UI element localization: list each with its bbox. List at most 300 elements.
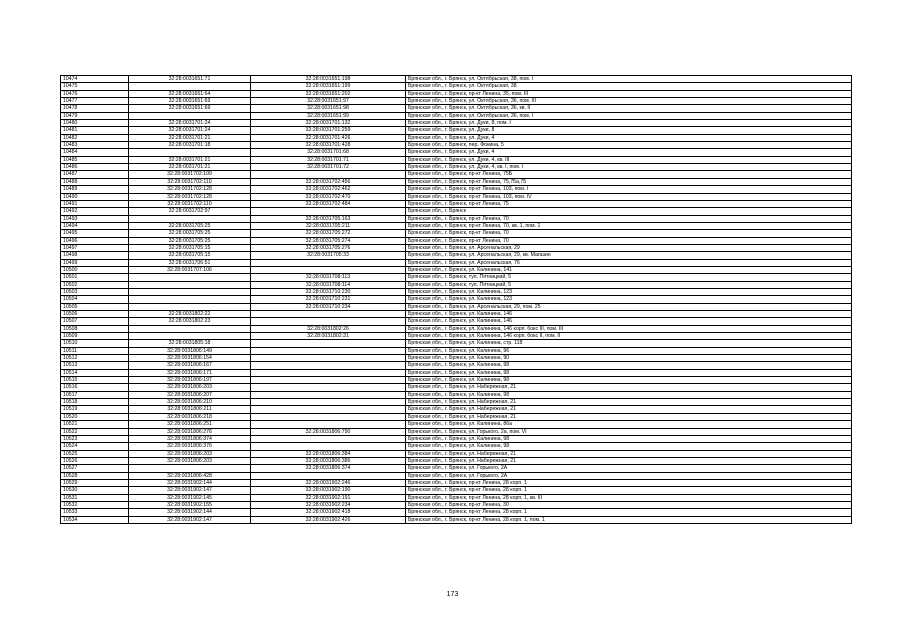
address-cell: Брянская обл., г. Брянск, ул. Арсенальская, 29 <box>406 244 852 251</box>
table-row <box>61 465 852 472</box>
object-number-cell: 32:28:0031902:246 <box>251 479 406 486</box>
address-cell: Брянская обл., г. Брянск, ул. Октябрьская, 36, пом. III <box>406 98 852 105</box>
parcel-number-cell: 32:28:0031902:147 <box>129 487 251 494</box>
table-row <box>61 281 852 288</box>
row-number-cell: 10511 <box>61 347 129 354</box>
parcel-number-cell: 32:28:0031806:167 <box>129 362 251 369</box>
object-number-cell <box>251 318 406 325</box>
object-number-cell <box>251 384 406 391</box>
address-cell: Брянская обл., г. Брянск, ул. Набережная, 21 <box>406 457 852 464</box>
table-row <box>61 406 852 413</box>
row-number-cell: 10513 <box>61 362 129 369</box>
row-number-cell: 10482 <box>61 134 129 141</box>
address-cell: Брянская обл., г. Брянск, пр-кт Ленина, 35, пом. III <box>406 90 852 97</box>
parcel-number-cell <box>129 281 251 288</box>
table-row <box>61 347 852 354</box>
parcel-number-cell: 32:28:0031806:171 <box>129 369 251 376</box>
row-number-cell: 10505 <box>61 303 129 310</box>
address-cell: Брянская обл., г. Брянск, ул. Дуки, 8, пом. I <box>406 120 852 127</box>
object-number-cell <box>251 399 406 406</box>
parcel-number-cell: 32:28:0031707:106 <box>129 266 251 273</box>
object-number-cell <box>251 406 406 413</box>
address-cell: Брянская обл., г. Брянск, ул. Калинина, 146 корп. бокс II, пом. II <box>406 333 852 340</box>
table-row <box>61 311 852 318</box>
address-cell: Брянская обл., г. Брянск, пр-кт Ленина, 28 корп. 1 <box>406 479 852 486</box>
table-row <box>61 105 852 112</box>
address-cell: Брянская обл., г. Брянск, ул. Калинина, 146 <box>406 311 852 318</box>
row-number-cell: 10514 <box>61 369 129 376</box>
object-number-cell: 32:28:0031806:790 <box>251 428 406 435</box>
row-number-cell: 10477 <box>61 98 129 105</box>
table-row <box>61 156 852 163</box>
address-cell: Брянская обл., г. Брянск, ул. Дуки, 4 <box>406 134 852 141</box>
table-row <box>61 479 852 486</box>
table-row <box>61 501 852 508</box>
object-number-cell <box>251 259 406 266</box>
parcel-number-cell <box>129 149 251 156</box>
row-number-cell: 10510 <box>61 340 129 347</box>
registry-table-body <box>61 76 852 524</box>
object-number-cell: 32:28:0031710:230 <box>251 288 406 295</box>
address-cell: Брянская обл., г. Брянск, ул. Калинина, 86а <box>406 421 852 428</box>
object-number-cell: 32:28:0031701:132 <box>251 120 406 127</box>
parcel-number-cell: 32:28:0031705:25 <box>129 230 251 237</box>
row-number-cell: 10512 <box>61 355 129 362</box>
address-cell: Брянская обл., г. Брянск, ул. Калинина, 98 <box>406 391 852 398</box>
row-number-cell: 10489 <box>61 186 129 193</box>
object-number-cell: 32:28:0031651:199 <box>251 83 406 90</box>
table-row <box>61 164 852 171</box>
table-row <box>61 333 852 340</box>
parcel-number-cell: 32:28:0031806:197 <box>129 377 251 384</box>
parcel-number-cell: 32:28:0031806:203 <box>129 450 251 457</box>
row-number-cell: 10484 <box>61 149 129 156</box>
row-number-cell: 10483 <box>61 142 129 149</box>
parcel-number-cell <box>129 274 251 281</box>
object-number-cell: 32:28:0031651:198 <box>251 76 406 83</box>
object-number-cell: 32:28:0031701:426 <box>251 134 406 141</box>
parcel-number-cell: 32:28:0031802:22 <box>129 311 251 318</box>
object-number-cell: 32:28:0031802:31 <box>251 333 406 340</box>
table-row <box>61 516 852 523</box>
object-number-cell <box>251 377 406 384</box>
row-number-cell: 10481 <box>61 127 129 134</box>
address-cell: Брянская обл., г. Брянск, ул. Дуки, 4, кв. I, пом. I <box>406 164 852 171</box>
object-number-cell <box>251 208 406 215</box>
object-number-cell: 32:28:0031702:456 <box>251 178 406 185</box>
address-cell: Брянская обл., г. Брянск, пр-кт Ленина, 75 <box>406 200 852 207</box>
table-row <box>61 112 852 119</box>
table-row <box>61 98 852 105</box>
table-row <box>61 200 852 207</box>
row-number-cell: 10533 <box>61 509 129 516</box>
address-cell: Брянская обл., г. Брянск, ул. Калинина, стр. 118 <box>406 340 852 347</box>
address-cell: Брянская обл., г. Брянск, пр-кт Ленина, 103, пом. IV <box>406 193 852 200</box>
address-cell: Брянская обл., г. Брянск, ул. Горького, 2А <box>406 465 852 472</box>
address-cell: Брянская обл., г. Брянск, ул. Арсенальская, 29, пом. 25 <box>406 303 852 310</box>
row-number-cell: 10508 <box>61 325 129 332</box>
parcel-number-cell: 32:28:0031706:51 <box>129 259 251 266</box>
parcel-number-cell: 32:28:0031702:97 <box>129 208 251 215</box>
address-cell: Брянская обл., г. Брянск, ул. Арсенальская, 29, кв. Магазин <box>406 252 852 259</box>
row-number-cell: 10515 <box>61 377 129 384</box>
parcel-number-cell: 32:28:0031806:207 <box>129 391 251 398</box>
parcel-number-cell <box>129 83 251 90</box>
row-number-cell: 10517 <box>61 391 129 398</box>
table-row <box>61 193 852 200</box>
object-number-cell: 32:28:0031701:259 <box>251 127 406 134</box>
row-number-cell: 10474 <box>61 76 129 83</box>
parcel-number-cell: 32:28:0031701:24 <box>129 120 251 127</box>
address-cell: Брянская обл., г. Брянск, ул. Дуки, 4, кв. III <box>406 156 852 163</box>
object-number-cell: 32:28:0031702:470 <box>251 193 406 200</box>
row-number-cell: 10534 <box>61 516 129 523</box>
row-number-cell: 10509 <box>61 333 129 340</box>
table-row <box>61 413 852 420</box>
table-row <box>61 142 852 149</box>
parcel-number-cell: 32:28:0031701:21 <box>129 156 251 163</box>
object-number-cell: 32:28:0031705:276 <box>251 244 406 251</box>
parcel-number-cell: 32:28:0031705:25 <box>129 237 251 244</box>
object-number-cell: 32:28:0031710:234 <box>251 303 406 310</box>
table-row <box>61 149 852 156</box>
object-number-cell: 32:28:0031902:191 <box>251 494 406 501</box>
parcel-number-cell: 32:28:0031806:374 <box>129 435 251 442</box>
parcel-number-cell: 32:28:0031806:428 <box>129 472 251 479</box>
table-row <box>61 318 852 325</box>
row-number-cell: 10478 <box>61 105 129 112</box>
row-number-cell: 10519 <box>61 406 129 413</box>
object-number-cell <box>251 369 406 376</box>
table-row <box>61 377 852 384</box>
address-cell: Брянская обл., г. Брянск, пр-кт Ленина, 28 корп. 1 <box>406 487 852 494</box>
row-number-cell: 10479 <box>61 112 129 119</box>
address-cell: Брянская обл., г. Брянск, пр-кт Ленина, 70 <box>406 230 852 237</box>
parcel-number-cell <box>129 333 251 340</box>
table-row <box>61 230 852 237</box>
address-cell: Брянская обл., г. Брянск, ул. Дуки, 4 <box>406 149 852 156</box>
address-cell: Брянская обл., г. Брянск, ул. Октябрьская, 36, пом. I <box>406 112 852 119</box>
row-number-cell: 10527 <box>61 465 129 472</box>
row-number-cell: 10521 <box>61 421 129 428</box>
address-cell: Брянская обл., г. Брянск, ул. Дуки, 8 <box>406 127 852 134</box>
object-number-cell: 32:28:0031902:418 <box>251 509 406 516</box>
object-number-cell: 32:28:0031701:71 <box>251 156 406 163</box>
parcel-number-cell: 32:28:0031701:21 <box>129 134 251 141</box>
parcel-number-cell: 32:28:0031802:23 <box>129 318 251 325</box>
row-number-cell: 10488 <box>61 178 129 185</box>
table-row <box>61 384 852 391</box>
object-number-cell <box>251 171 406 178</box>
address-cell: Брянская обл., г. Брянск, ул. Набережная, 21 <box>406 384 852 391</box>
address-cell: Брянская обл., г. Брянск, ул. Калинина, 141 <box>406 266 852 273</box>
address-cell: Брянская обл., г. Брянск, ул. Набережная, 21 <box>406 399 852 406</box>
object-number-cell: 32:28:0031802:26 <box>251 325 406 332</box>
table-row <box>61 450 852 457</box>
object-number-cell <box>251 472 406 479</box>
parcel-number-cell: 32:28:0031705:25 <box>129 222 251 229</box>
row-number-cell: 10493 <box>61 215 129 222</box>
object-number-cell <box>251 355 406 362</box>
row-number-cell: 10507 <box>61 318 129 325</box>
parcel-number-cell: 32:28:0031702:110 <box>129 178 251 185</box>
object-number-cell: 32:28:0031701:428 <box>251 142 406 149</box>
row-number-cell: 10496 <box>61 237 129 244</box>
object-number-cell <box>251 340 406 347</box>
parcel-number-cell: 32:28:0031806:203 <box>129 457 251 464</box>
object-number-cell <box>251 435 406 442</box>
parcel-number-cell: 32:28:0031705:15 <box>129 244 251 251</box>
table-row <box>61 208 852 215</box>
row-number-cell: 10503 <box>61 288 129 295</box>
row-number-cell: 10529 <box>61 479 129 486</box>
parcel-number-cell <box>129 325 251 332</box>
address-cell: Брянская обл., г. Брянск, пр-кт Ленина, 30 <box>406 501 852 508</box>
table-row <box>61 288 852 295</box>
object-number-cell: 32:28:0031708:113 <box>251 274 406 281</box>
address-cell: Брянская обл., г. Брянск, ул. Калинина, 98 <box>406 377 852 384</box>
table-row <box>61 494 852 501</box>
address-cell: Брянская обл., г. Брянск, ул. Калинина, 98 <box>406 443 852 450</box>
parcel-number-cell: 32:28:0031701:24 <box>129 127 251 134</box>
address-cell: Брянская обл., г. Брянск, пр-кт Ленина, 28 корп. 1 <box>406 509 852 516</box>
row-number-cell: 10525 <box>61 450 129 457</box>
object-number-cell: 32:28:0031702:484 <box>251 200 406 207</box>
parcel-number-cell: 32:28:0031702:110 <box>129 200 251 207</box>
parcel-number-cell: 32:28:0031902:144 <box>129 509 251 516</box>
address-cell: Брянская обл., г. Брянск, пр-кт Ленина, 70 <box>406 237 852 244</box>
table-row <box>61 186 852 193</box>
page-number: 173 <box>446 591 459 598</box>
object-number-cell: 32:28:0031705:33 <box>251 252 406 259</box>
parcel-number-cell: 32:28:0031806:376 <box>129 443 251 450</box>
registry-table <box>60 75 852 524</box>
object-number-cell <box>251 311 406 318</box>
object-number-cell: 32:28:0031705:163 <box>251 215 406 222</box>
parcel-number-cell: 32:28:0031806:251 <box>129 421 251 428</box>
address-cell: Брянская обл., г. Брянск, ул. Калинина, 90 <box>406 355 852 362</box>
address-cell: Брянская обл., г. Брянск, ул. Калинина, 98 <box>406 435 852 442</box>
address-cell: Брянская обл., г. Брянск, пр-кт Ленина, 28 корп. 1, кв. III <box>406 494 852 501</box>
row-number-cell: 10501 <box>61 274 129 281</box>
object-number-cell: 32:28:0031806:374 <box>251 465 406 472</box>
parcel-number-cell: 32:28:0031806:154 <box>129 355 251 362</box>
address-cell: Брянская обл., г. Брянск, ул. Калинина, 96 <box>406 347 852 354</box>
parcel-number-cell <box>129 465 251 472</box>
row-number-cell: 10480 <box>61 120 129 127</box>
address-cell: Брянская обл., г. Брянск, пр-кт Ленина, 103, пом. I <box>406 186 852 193</box>
row-number-cell: 10487 <box>61 171 129 178</box>
table-row <box>61 83 852 90</box>
row-number-cell: 10475 <box>61 83 129 90</box>
object-number-cell: 32:28:0031705:272 <box>251 230 406 237</box>
parcel-number-cell <box>129 288 251 295</box>
object-number-cell: 32:28:0031806:384 <box>251 450 406 457</box>
row-number-cell: 10495 <box>61 230 129 237</box>
address-cell: Брянская обл., г. Брянск, ул. Октябрьская, 36, кв. II <box>406 105 852 112</box>
object-number-cell <box>251 362 406 369</box>
address-cell: Брянская обл., г. Брянск, ул. Калинина, 98 <box>406 369 852 376</box>
table-row <box>61 509 852 516</box>
row-number-cell: 10485 <box>61 156 129 163</box>
table-row <box>61 120 852 127</box>
row-number-cell: 10531 <box>61 494 129 501</box>
parcel-number-cell: 32:28:0031701:21 <box>129 164 251 171</box>
address-cell: Брянская обл., г. Брянск, туп. Пятницкий, 5 <box>406 274 852 281</box>
parcel-number-cell: 32:28:0031651:69 <box>129 105 251 112</box>
address-cell: Брянская обл., г. Брянск, ул. Калинина, 98 <box>406 362 852 369</box>
parcel-number-cell: 32:28:0031806:210 <box>129 399 251 406</box>
row-number-cell: 10476 <box>61 90 129 97</box>
row-number-cell: 10490 <box>61 193 129 200</box>
table-row <box>61 90 852 97</box>
address-cell: Брянская обл., г. Брянск, ул. Горького, 2а, пом. VI <box>406 428 852 435</box>
parcel-number-cell: 32:28:0031651:64 <box>129 90 251 97</box>
parcel-number-cell: 32:28:0031806:149 <box>129 347 251 354</box>
row-number-cell: 10499 <box>61 259 129 266</box>
row-number-cell: 10520 <box>61 413 129 420</box>
parcel-number-cell: 32:28:0031902:147 <box>129 516 251 523</box>
address-cell: Брянская обл., г. Брянск, ул. Октябрьская, 38, пом. I <box>406 76 852 83</box>
table-row <box>61 222 852 229</box>
address-cell: Брянская обл., г. Брянск, пр-кт Ленина, 75,75а,75 <box>406 178 852 185</box>
parcel-number-cell <box>129 112 251 119</box>
object-number-cell: 32:28:0031902:426 <box>251 516 406 523</box>
table-row <box>61 266 852 273</box>
parcel-number-cell: 32:28:0031702:128 <box>129 186 251 193</box>
object-number-cell: 32:28:0031702:462 <box>251 186 406 193</box>
table-row <box>61 274 852 281</box>
row-number-cell: 10502 <box>61 281 129 288</box>
parcel-number-cell: 32:28:0031806:211 <box>129 406 251 413</box>
table-row <box>61 421 852 428</box>
object-number-cell: 32:28:0031651:97 <box>251 98 406 105</box>
table-row <box>61 134 852 141</box>
row-number-cell: 10518 <box>61 399 129 406</box>
parcel-number-cell: 32:28:0031701:18 <box>129 142 251 149</box>
row-number-cell: 10504 <box>61 296 129 303</box>
object-number-cell: 32:28:0031651:202 <box>251 90 406 97</box>
row-number-cell: 10530 <box>61 487 129 494</box>
object-number-cell: 32:28:0031705:274 <box>251 237 406 244</box>
address-cell: Брянская обл., г. Брянск, пр-кт Ленина, 75Б <box>406 171 852 178</box>
row-number-cell: 10497 <box>61 244 129 251</box>
table-row <box>61 443 852 450</box>
table-row <box>61 435 852 442</box>
object-number-cell: 32:28:0031651:98 <box>251 105 406 112</box>
parcel-number-cell <box>129 215 251 222</box>
table-row <box>61 399 852 406</box>
table-row <box>61 244 852 251</box>
table-row <box>61 252 852 259</box>
address-cell: Брянская обл., г. Брянск, ул. Калинина, 146 корп. бокс III, пом. III <box>406 325 852 332</box>
address-cell: Брянская обл., г. Брянск, ул. Калинина, 123 <box>406 288 852 295</box>
parcel-number-cell <box>129 296 251 303</box>
parcel-number-cell: 32:28:0031651:71 <box>129 76 251 83</box>
table-row <box>61 127 852 134</box>
table-row <box>61 428 852 435</box>
parcel-number-cell: 32:28:0031806:276 <box>129 428 251 435</box>
object-number-cell <box>251 391 406 398</box>
row-number-cell: 10506 <box>61 311 129 318</box>
table-row <box>61 325 852 332</box>
object-number-cell <box>251 421 406 428</box>
object-number-cell <box>251 413 406 420</box>
table-row <box>61 237 852 244</box>
address-cell: Брянская обл., г. Брянск, ул. Набережная, 21 <box>406 413 852 420</box>
table-row <box>61 296 852 303</box>
parcel-number-cell: 32:28:0031651:69 <box>129 98 251 105</box>
address-cell: Брянская обл., г. Брянск, ул. Калинина, 123 <box>406 296 852 303</box>
address-cell: Брянская обл., г. Брянск, пер. Фокина, 5 <box>406 142 852 149</box>
row-number-cell: 10516 <box>61 384 129 391</box>
row-number-cell: 10524 <box>61 443 129 450</box>
table-row <box>61 215 852 222</box>
table-row <box>61 362 852 369</box>
address-cell: Брянская обл., г. Брянск, ул. Набережная, 21 <box>406 450 852 457</box>
address-cell: Брянская обл., г. Брянск, ул. Калинина, 146 <box>406 318 852 325</box>
table-row <box>61 355 852 362</box>
parcel-number-cell: 32:28:0031805:18 <box>129 340 251 347</box>
table-row <box>61 457 852 464</box>
table-row <box>61 171 852 178</box>
parcel-number-cell: 32:28:0031705:15 <box>129 252 251 259</box>
table-row <box>61 303 852 310</box>
parcel-number-cell: 32:28:0031806:218 <box>129 413 251 420</box>
address-cell: Брянская обл., г. Брянск, ул. Арсенальская, 76 <box>406 259 852 266</box>
object-number-cell <box>251 266 406 273</box>
object-number-cell: 32:28:0031902:234 <box>251 501 406 508</box>
row-number-cell: 10498 <box>61 252 129 259</box>
parcel-number-cell: 32:28:0031702:128 <box>129 193 251 200</box>
object-number-cell <box>251 347 406 354</box>
table-row <box>61 178 852 185</box>
row-number-cell: 10500 <box>61 266 129 273</box>
row-number-cell: 10522 <box>61 428 129 435</box>
address-cell: Брянская обл., г. Брянск, ул. Октябрьская, 38 <box>406 83 852 90</box>
parcel-number-cell: 32:28:0031902:145 <box>129 494 251 501</box>
object-number-cell: 32:28:0031708:114 <box>251 281 406 288</box>
object-number-cell: 32:28:0031902:190 <box>251 487 406 494</box>
row-number-cell: 10491 <box>61 200 129 207</box>
table-row <box>61 259 852 266</box>
row-number-cell: 10492 <box>61 208 129 215</box>
table-row <box>61 369 852 376</box>
parcel-number-cell: 32:28:0031702:109 <box>129 171 251 178</box>
parcel-number-cell: 32:28:0031902:144 <box>129 479 251 486</box>
object-number-cell: 32:28:0031705:211 <box>251 222 406 229</box>
row-number-cell: 10528 <box>61 472 129 479</box>
object-number-cell <box>251 443 406 450</box>
row-number-cell: 10494 <box>61 222 129 229</box>
address-cell: Брянская обл., г. Брянск, пр-кт Ленина, 28 корп. 1, пом. 1 <box>406 516 852 523</box>
row-number-cell: 10523 <box>61 435 129 442</box>
table-row <box>61 76 852 83</box>
object-number-cell: 32:28:0031651:99 <box>251 112 406 119</box>
table-row <box>61 340 852 347</box>
address-cell: Брянская обл., г. Брянск, ул. Набережная, 21 <box>406 406 852 413</box>
row-number-cell: 10486 <box>61 164 129 171</box>
table-row <box>61 472 852 479</box>
object-number-cell: 32:28:0031710:231 <box>251 296 406 303</box>
table-row <box>61 487 852 494</box>
row-number-cell: 10532 <box>61 501 129 508</box>
table-row <box>61 391 852 398</box>
parcel-number-cell: 32:28:0031902:155 <box>129 501 251 508</box>
address-cell: Брянская обл., г. Брянск, ул. Горького, 2А <box>406 472 852 479</box>
parcel-number-cell: 32:28:0031806:203 <box>129 384 251 391</box>
parcel-number-cell <box>129 303 251 310</box>
